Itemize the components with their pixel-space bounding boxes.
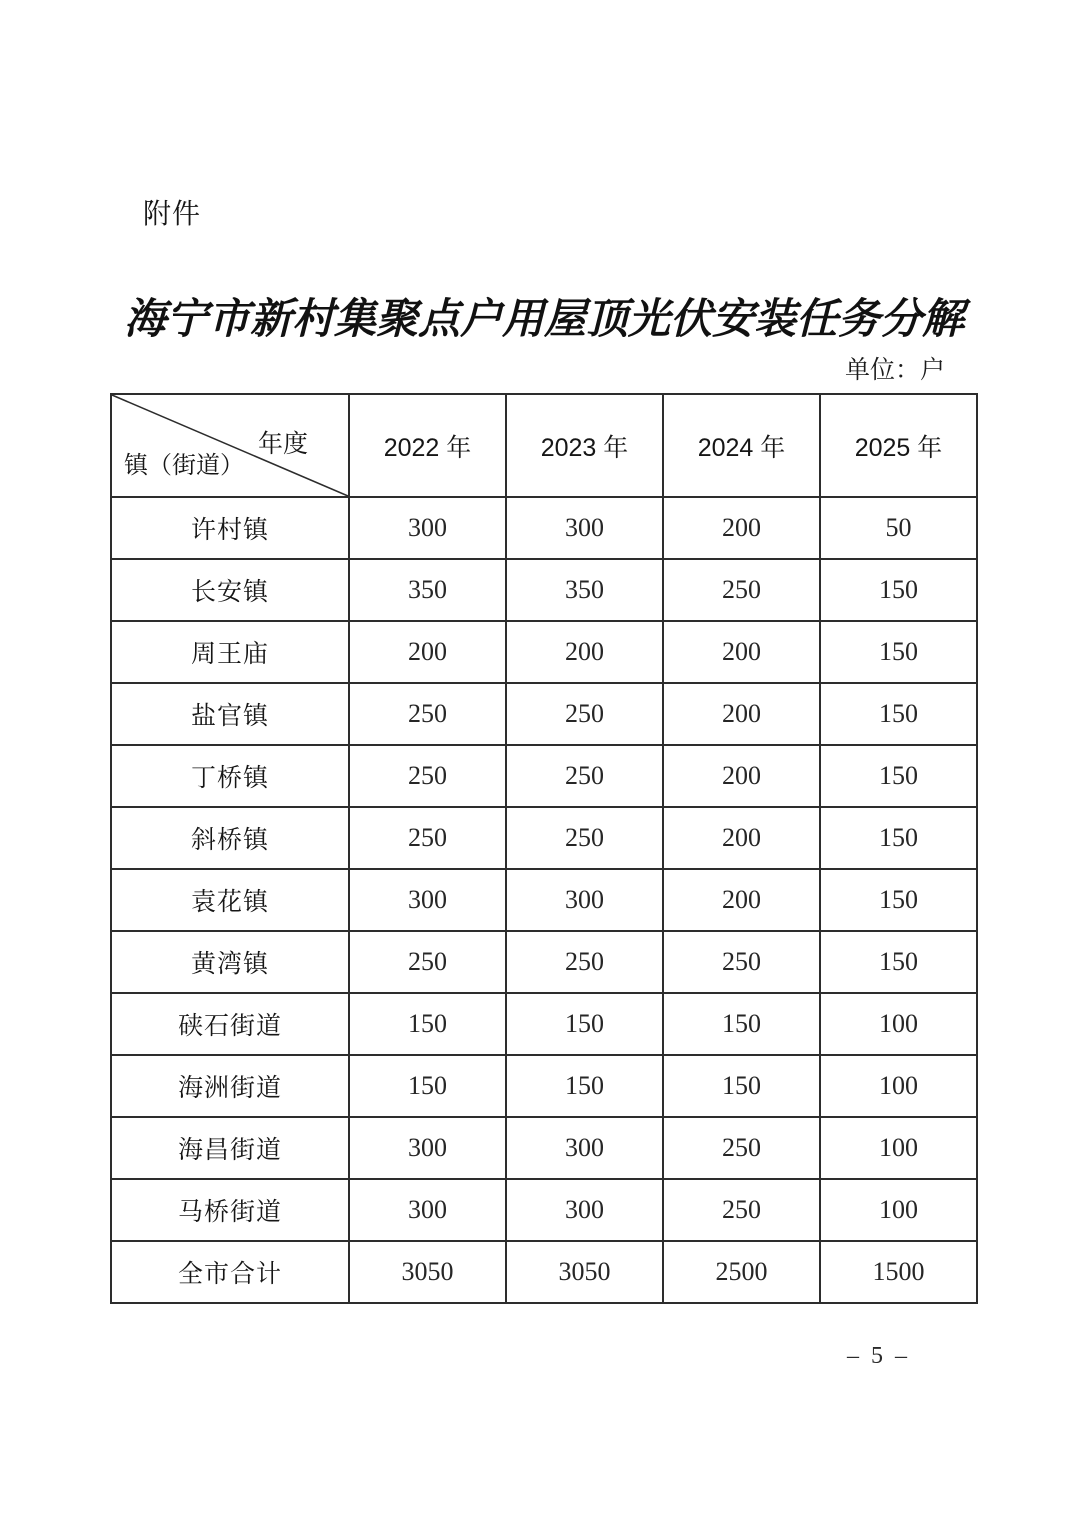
value-cell: 150: [820, 807, 977, 869]
value-cell: 250: [663, 931, 820, 993]
row-header: 许村镇: [111, 497, 349, 559]
value-cell: 100: [820, 993, 977, 1055]
value-cell: 100: [820, 1055, 977, 1117]
column-header-2022: 2022 年: [349, 394, 506, 497]
document-title: 海宁市新村集聚点户用屋顶光伏安装任务分解: [123, 294, 964, 343]
value-cell: 200: [663, 807, 820, 869]
row-header: 袁花镇: [111, 869, 349, 931]
row-header-total: 全市合计: [111, 1241, 349, 1303]
row-header: 丁桥镇: [111, 745, 349, 807]
value-cell: 150: [820, 621, 977, 683]
value-cell: 200: [663, 621, 820, 683]
value-cell: 300: [349, 497, 506, 559]
table-row: [111, 559, 977, 621]
value-cell: 100: [820, 1117, 977, 1179]
value-cell: 2500: [663, 1241, 820, 1303]
value-cell: 350: [349, 559, 506, 621]
header-row: [111, 394, 977, 497]
row-header: 周王庙: [111, 621, 349, 683]
row-header: 长安镇: [111, 559, 349, 621]
value-cell: 300: [349, 1117, 506, 1179]
value-cell: 250: [506, 931, 663, 993]
value-cell: 250: [349, 745, 506, 807]
value-cell: 200: [663, 497, 820, 559]
table-row: [111, 621, 977, 683]
value-cell: 300: [506, 497, 663, 559]
corner-label-year: 年度: [257, 430, 308, 458]
value-cell: 150: [349, 1055, 506, 1117]
value-cell: 200: [663, 683, 820, 745]
value-cell: 250: [506, 745, 663, 807]
attachment-label: 附件: [143, 198, 202, 229]
value-cell: 150: [820, 931, 977, 993]
table-row: [111, 683, 977, 745]
value-cell: 150: [820, 559, 977, 621]
value-cell: 250: [663, 559, 820, 621]
table-row: [111, 869, 977, 931]
value-cell: 150: [663, 993, 820, 1055]
task-allocation-table: [110, 393, 978, 1304]
table-row-total: [111, 1241, 977, 1303]
value-cell: 250: [349, 683, 506, 745]
value-cell: 150: [820, 683, 977, 745]
table-row: [111, 745, 977, 807]
column-header-2023: 2023 年: [506, 394, 663, 497]
value-cell: 300: [349, 1179, 506, 1241]
column-header-2025: 2025 年: [820, 394, 977, 497]
table-row: [111, 807, 977, 869]
value-cell: 200: [506, 621, 663, 683]
value-cell: 3050: [349, 1241, 506, 1303]
value-cell: 250: [349, 931, 506, 993]
row-header: 海昌街道: [111, 1117, 349, 1179]
value-cell: 200: [663, 745, 820, 807]
value-cell: 150: [663, 1055, 820, 1117]
value-cell: 350: [506, 559, 663, 621]
value-cell: 250: [349, 807, 506, 869]
value-cell: 250: [506, 807, 663, 869]
row-header: 硖石街道: [111, 993, 349, 1055]
table-row: [111, 1117, 977, 1179]
column-header-2024: 2024 年: [663, 394, 820, 497]
corner-label-town: 镇（街道）: [124, 452, 244, 479]
table-row: [111, 993, 977, 1055]
value-cell: 150: [820, 869, 977, 931]
row-header: 盐官镇: [111, 683, 349, 745]
table-row: [111, 497, 977, 559]
value-cell: 300: [506, 869, 663, 931]
value-cell: 250: [663, 1117, 820, 1179]
value-cell: 200: [349, 621, 506, 683]
value-cell: 300: [506, 1117, 663, 1179]
row-header: 黄湾镇: [111, 931, 349, 993]
value-cell: 300: [506, 1179, 663, 1241]
value-cell: 150: [506, 1055, 663, 1117]
page-number: – 5 –: [847, 1343, 910, 1369]
value-cell: 100: [820, 1179, 977, 1241]
value-cell: 300: [349, 869, 506, 931]
table-row: [111, 1055, 977, 1117]
row-header: 马桥街道: [111, 1179, 349, 1241]
corner-header-cell: [111, 394, 349, 497]
value-cell: 200: [663, 869, 820, 931]
table-row: [111, 1179, 977, 1241]
value-cell: 250: [506, 683, 663, 745]
value-cell: 1500: [820, 1241, 977, 1303]
value-cell: 150: [820, 745, 977, 807]
value-cell: 50: [820, 497, 977, 559]
value-cell: 3050: [506, 1241, 663, 1303]
row-header: 斜桥镇: [111, 807, 349, 869]
value-cell: 150: [349, 993, 506, 1055]
value-cell: 150: [506, 993, 663, 1055]
table-row: [111, 931, 977, 993]
value-cell: 250: [663, 1179, 820, 1241]
unit-note: 单位：户: [844, 357, 945, 384]
row-header: 海洲街道: [111, 1055, 349, 1117]
